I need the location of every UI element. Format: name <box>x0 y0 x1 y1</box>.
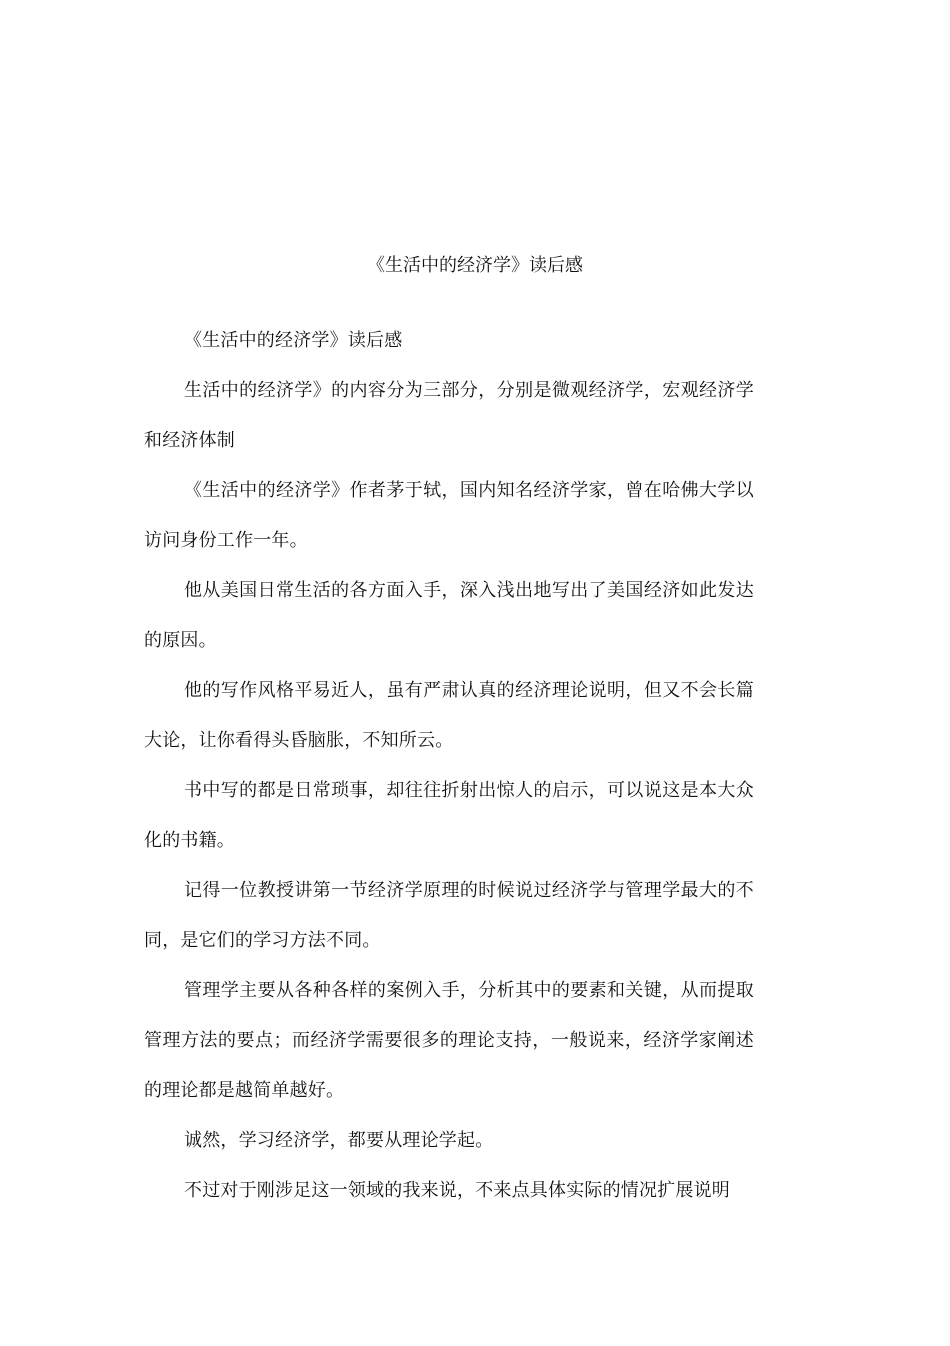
paragraph: 书中写的都是日常琐事，却往往折射出惊人的启示，可以说这是本大众化的书籍。 <box>144 780 754 851</box>
paragraph: 《生活中的经济学》作者茅于轼，国内知名经济学家，曾在哈佛大学以访问身份工作一年。 <box>144 480 754 551</box>
paragraph: 记得一位教授讲第一节经济学原理的时候说过经济学与管理学最大的不同，是它们的学习方法不同。 <box>144 880 754 951</box>
paragraph: 不过对于刚涉足这一领域的我来说，不来点具体实际的情况扩展说明 <box>184 1180 730 1201</box>
paragraph: 管理学主要从各种各样的案例入手，分析其中的要素和关键，从而提取管理方法的要点；而经济学需要很多的理论支持，一般说来，经济学家阐述的理论都是越简单越好。 <box>144 980 754 1101</box>
paragraph: 他的写作风格平易近人，虽有严肃认真的经济理论说明，但又不会长篇大论，让你看得头昏脑胀，不知所云。 <box>144 680 754 751</box>
paragraph: 《生活中的经济学》读后感 <box>184 330 403 351</box>
paragraph: 诚然，学习经济学，都要从理论学起。 <box>184 1130 494 1151</box>
paragraph: 生活中的经济学》的内容分为三部分，分别是微观经济学，宏观经济学和经济体制 <box>144 380 754 451</box>
document-body <box>144 316 754 1216</box>
document-title: 《生活中的经济学》读后感 <box>367 255 583 276</box>
paragraph: 他从美国日常生活的各方面入手，深入浅出地写出了美国经济如此发达的原因。 <box>144 580 754 651</box>
